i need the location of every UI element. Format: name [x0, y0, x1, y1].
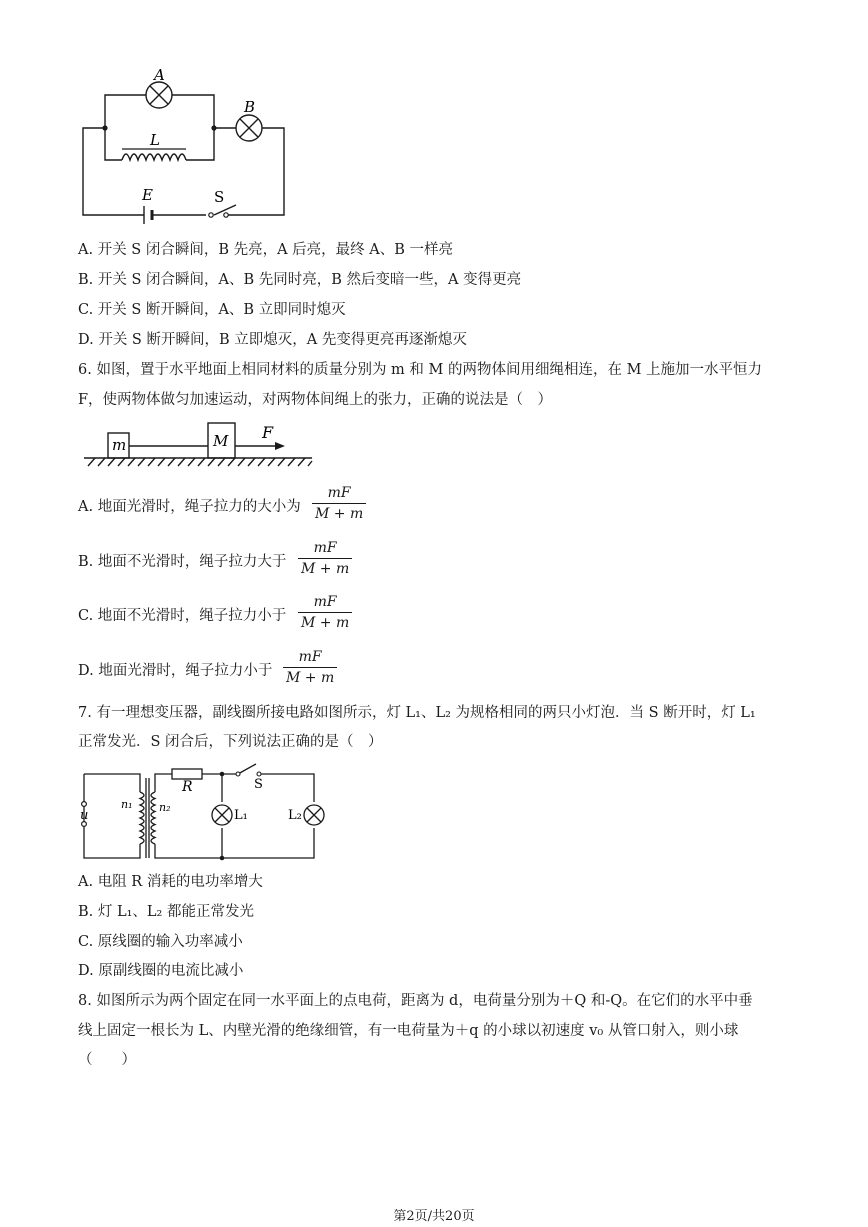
- q7-stem-line1: 7. 有一理想变压器，副线圈所接电路如图所示，灯 L₁、L₂ 为规格相同的两只小灯泡．当 S 断开时，灯 L₁: [78, 705, 756, 721]
- fraction-numerator: mF: [283, 648, 337, 668]
- q6-option-b-fraction: [298, 539, 352, 578]
- lamp-l1-label: L₁: [234, 808, 248, 823]
- q7-option-a: A. 电阻 R 消耗的电功率增大: [78, 874, 263, 890]
- secondary-n2-label: n₂: [159, 801, 171, 814]
- blocks-on-ground-figure: [80, 418, 320, 468]
- q5-option-d: D. 开关 S 断开瞬间，B 立即熄灭，A 先变得更亮再逐渐熄灭: [78, 332, 467, 348]
- lamp-l2-label: L₂: [288, 808, 302, 823]
- q8-stem-line3: （ ）: [78, 1052, 136, 1068]
- q6-option-d: D. 地面光滑时，绳子拉力小于: [78, 663, 273, 679]
- q5-option-a: A. 开关 S 闭合瞬间，B 先亮，A 后亮，最终 A、B 一样亮: [78, 242, 454, 258]
- q5-option-b: B. 开关 S 闭合瞬间，A、B 先同时亮，B 然后变暗一些，A 变得更亮: [78, 272, 522, 288]
- fraction-denominator: M + m: [315, 506, 364, 522]
- fraction-denominator: M + m: [286, 670, 335, 686]
- q6-option-b: B. 地面不光滑时，绳子拉力大于: [78, 554, 287, 570]
- q7-stem-line2: 正常发光．S 闭合后，下列说法正确的是（ ）: [78, 734, 383, 750]
- circuit-figure-lamps-inductor: [70, 60, 300, 225]
- inductor-label: L: [150, 131, 160, 149]
- lamp-a-label: A: [154, 66, 165, 84]
- page-number-footer: 第2页/共20页: [393, 1209, 475, 1224]
- q6-option-c: C. 地面不光滑时，绳子拉力小于: [78, 608, 287, 624]
- q6-stem-line1: 6. 如图，置于水平地面上相同材料的质量分别为 m 和 M 的两物体间用细绳相连，在 M 上施加一水平恒力: [78, 362, 763, 378]
- q6-option-d-fraction: [283, 648, 337, 687]
- q5-option-c: C. 开关 S 断开瞬间，A、B 立即同时熄灭: [78, 302, 346, 318]
- fraction-denominator: M + m: [301, 615, 350, 631]
- switch-s-label: S: [254, 777, 263, 792]
- force-f-label: F: [262, 423, 274, 442]
- primary-n1-label: n₁: [121, 798, 133, 811]
- q7-option-b: B. 灯 L₁、L₂ 都能正常发光: [78, 904, 254, 920]
- fraction-denominator: M + m: [301, 561, 350, 577]
- fraction-numerator: mF: [312, 484, 366, 504]
- q8-stem-line2: 线上固定一根长为 L、内壁光滑的绝缘细管，有一电荷量为＋q 的小球以初速度 v₀ 从管口射入，则小球: [78, 1023, 739, 1039]
- block-m-label: m: [112, 436, 127, 454]
- q7-option-d: D. 原副线圈的电流比减小: [78, 963, 244, 979]
- q6-option-c-fraction: [298, 593, 352, 632]
- q8-stem-line1: 8. 如图所示为两个固定在同一水平面上的点电荷，距离为 d，电荷量分别为＋Q 和-Q。在它们的水平中垂: [78, 993, 753, 1009]
- block-big-m-label: M: [213, 432, 229, 450]
- fraction-numerator: mF: [298, 593, 352, 613]
- resistor-r-label: R: [182, 779, 193, 795]
- transformer-circuit-figure: [76, 762, 332, 864]
- fraction-numerator: mF: [298, 539, 352, 559]
- battery-label: E: [142, 186, 153, 204]
- q7-option-c: C. 原线圈的输入功率减小: [78, 934, 243, 950]
- lamp-b-label: B: [244, 98, 256, 116]
- q6-option-a-fraction: [312, 484, 366, 523]
- switch-label: S: [214, 188, 225, 206]
- q6-option-a: A. 地面光滑时，绳子拉力的大小为: [78, 499, 301, 515]
- input-u-label: u: [80, 808, 89, 823]
- q6-stem-line2: F，使两物体做匀加速运动，对两物体间绳上的张力，正确的说法是（ ）: [78, 392, 553, 408]
